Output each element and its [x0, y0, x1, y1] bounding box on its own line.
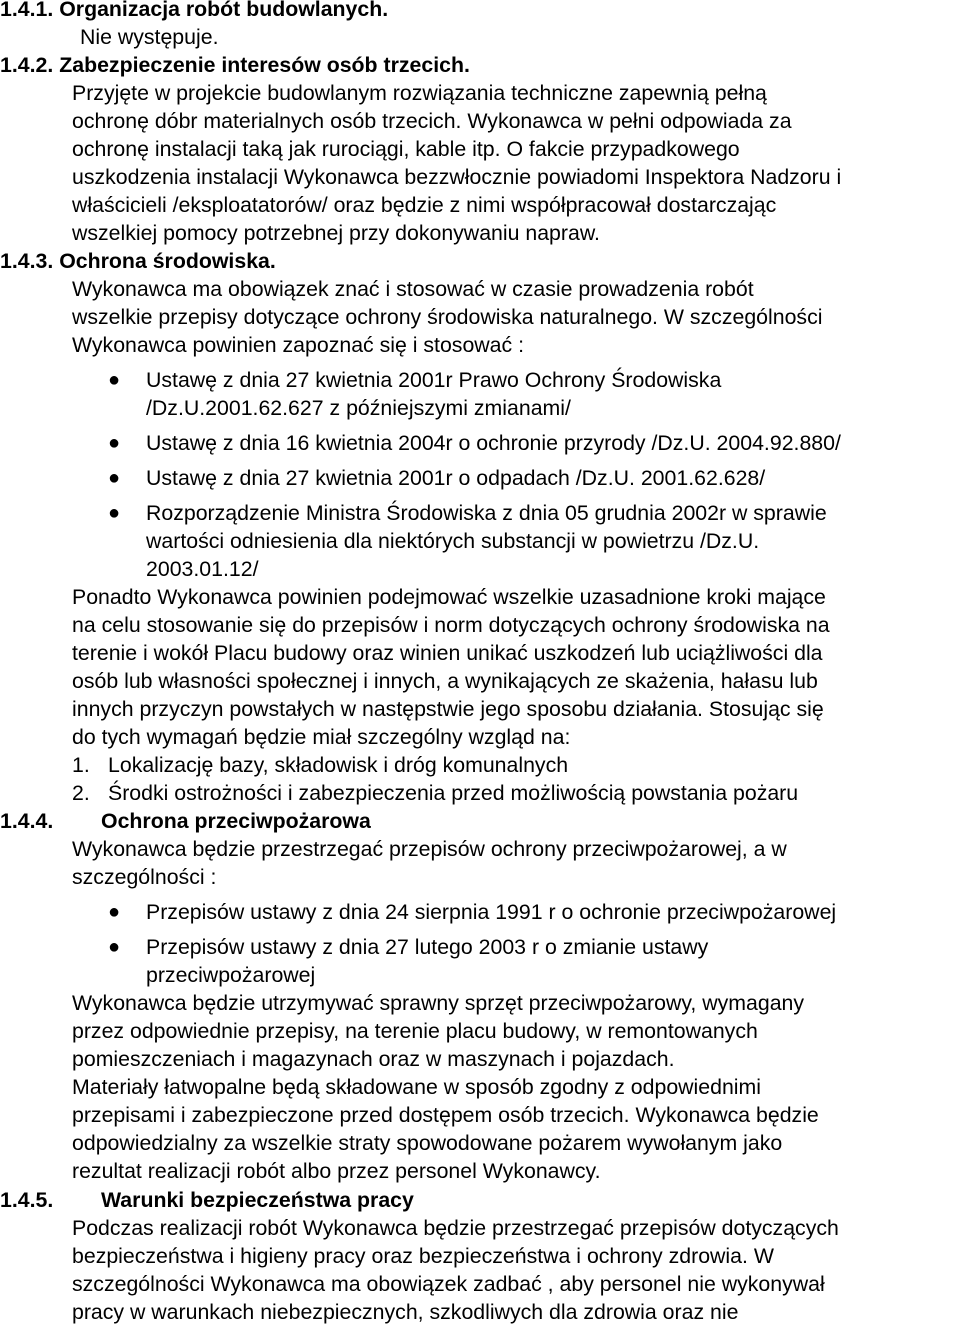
text-line: Przyjęte w projekcie budowlanym rozwiązania techniczne zapewnią pełną	[72, 81, 767, 105]
text-line: ochronę dóbr materialnych osób trzecich. Wykonawca w pełni odpowiada za	[72, 109, 792, 133]
bullet-icon: ●	[108, 467, 121, 489]
list-item	[0, 779, 948, 807]
list-text: Lokalizację bazy, składowisk i dróg komunalnych	[108, 753, 569, 777]
list-item	[0, 429, 946, 457]
section-title: Organizacja robót budowlanych.	[59, 0, 389, 21]
list-item	[0, 933, 946, 989]
paragraph-environment-measures	[72, 583, 952, 751]
bullet-list-fire-laws	[0, 898, 960, 989]
text-line: innych przyczyn powstałych w następstwie jego sposobu działania. Stosując się	[72, 697, 824, 721]
list-item	[0, 464, 946, 492]
text-line: wartości odniesienia dla niektórych substancji w powietrzu /Dz.U.	[146, 529, 760, 553]
bullet-icon: ●	[108, 936, 121, 958]
text-line: Wykonawca ma obowiązek znać i stosować w czasie prowadzenia robót	[72, 277, 754, 301]
text-line: Przepisów ustawy z dnia 27 lutego 2003 r o zmianie ustawy	[146, 935, 709, 959]
text-line: terenie i wokół Placu budowy oraz winien unikać uszkodzeń lub uciążliwości dla	[72, 641, 823, 665]
paragraph-work-safety	[72, 1214, 952, 1326]
section-number: 1.4.2.	[0, 53, 54, 77]
list-item	[0, 751, 948, 779]
section-title: Zabezpieczenie interesów osób trzecich.	[59, 53, 470, 77]
section-heading-1-4-1	[0, 0, 960, 23]
section-title: Warunki bezpieczeństwa pracy	[101, 1188, 414, 1212]
text-line: Rozporządzenie Ministra Środowiska z dnia 05 grudnia 2002r w sprawie	[146, 501, 827, 525]
text-line: uszkodzenia instalacji Wykonawca bezzwłocznie powiadomi Inspektora Nadzoru i	[72, 165, 842, 189]
section-body: Nie występuje.	[80, 25, 219, 49]
section-heading-1-4-5	[0, 1186, 960, 1214]
list-item	[0, 366, 946, 422]
section-title: Ochrona przeciwpożarowa	[101, 809, 371, 833]
bullet-icon: ●	[108, 369, 121, 391]
section-heading-1-4-3	[0, 247, 960, 275]
text-line: Ustawę z dnia 27 kwietnia 2001r o odpadach /Dz.U. 2001.62.628/	[146, 466, 766, 490]
text-line: /Dz.U.2001.62.627 z późniejszymi zmianami/	[146, 396, 571, 420]
paragraph-fire-equipment	[72, 989, 952, 1185]
text-line: Podczas realizacji robót Wykonawca będzie przestrzegać przepisów dotyczących	[72, 1216, 839, 1240]
text-line: Ustawę z dnia 27 kwietnia 2001r Prawo Ochrony Środowiska	[146, 368, 722, 392]
list-text: Środki ostrożności i zabezpieczenia przed możliwością powstania pożaru	[108, 781, 799, 805]
section-heading-1-4-4	[0, 807, 960, 835]
numbered-list-requirements	[0, 751, 960, 807]
text-line: na celu stosowanie się do przepisów i norm dotyczących ochrony środowiska na	[72, 613, 830, 637]
text-line: Wykonawca będzie utrzymywać sprawny sprzęt przeciwpożarowy, wymagany	[72, 991, 805, 1015]
list-item	[0, 499, 946, 583]
text-line: wszelkiej pomocy potrzebnej przy dokonywaniu napraw.	[72, 221, 600, 245]
list-item	[0, 898, 946, 926]
list-number: 1.	[72, 753, 90, 777]
text-line: bezpieczeństwa i higieny pracy oraz bezpieczeństwa i ochrony zdrowia. W	[72, 1244, 774, 1268]
section-title: Ochrona środowiska.	[59, 249, 276, 273]
text-line: szczególności Wykonawca ma obowiązek zadbać , aby personel nie wykonywał	[72, 1272, 825, 1296]
section-number: 1.4.5.	[0, 1188, 54, 1212]
text-line: Wykonawca będzie przestrzegać przepisów ochrony przeciwpożarowej, a w	[72, 837, 787, 861]
text-line: przez odpowiednie przepisy, na terenie placu budowy, w remontowanych	[72, 1019, 758, 1043]
text-line: ochronę instalacji taką jak rurociągi, kable itp. O fakcie przypadkowego	[72, 137, 740, 161]
text-line: przeciwpożarowej	[146, 963, 316, 987]
text-line: Przepisów ustawy z dnia 24 sierpnia 1991 r o ochronie przeciwpożarowej	[146, 900, 837, 924]
text-line: wszelkie przepisy dotyczące ochrony środowiska naturalnego. W szczególności	[72, 305, 823, 329]
section-number: 1.4.4.	[0, 809, 54, 833]
text-line: 2003.01.12/	[146, 557, 259, 581]
text-line: przepisami i zabezpieczone przed dostępem osób trzecich. Wykonawca będzie	[72, 1103, 819, 1127]
paragraph-third-parties	[72, 79, 952, 247]
text-line: rezultat realizacji robót albo przez personel Wykonawcy.	[72, 1159, 601, 1183]
text-line: odpowiedzialny za wszelkie straty spowodowane pożarem wywołanym jako	[72, 1131, 783, 1155]
section-number: 1.4.1.	[0, 0, 54, 21]
text-line: pracy w warunkach niebezpiecznych, szkodliwych dla zdrowia oraz nie	[72, 1300, 739, 1324]
text-line: właścicieli /eksploatatorów/ oraz będzie z nimi współpracował dostarczając	[72, 193, 777, 217]
bullet-icon: ●	[108, 432, 121, 454]
paragraph-fire-intro	[72, 835, 952, 891]
text-line: osób lub własności społecznej i innych, a wynikających ze skażenia, hałasu lub	[72, 669, 818, 693]
list-number: 2.	[72, 781, 90, 805]
text-line: Wykonawca powinien zapoznać się i stosować :	[72, 333, 524, 357]
text-line: Ponadto Wykonawca powinien podejmować wszelkie uzasadnione kroki mające	[72, 585, 826, 609]
bullet-list-environment-laws	[0, 366, 960, 583]
section-heading-1-4-2	[0, 51, 960, 79]
bullet-icon: ●	[108, 502, 121, 524]
text-line: Ustawę z dnia 16 kwietnia 2004r o ochronie przyrody /Dz.U. 2004.92.880/	[146, 431, 841, 455]
paragraph-environment-intro	[72, 275, 952, 359]
text-line: pomieszczeniach i magazynach oraz w maszynach i pojazdach.	[72, 1047, 675, 1071]
section-number: 1.4.3.	[0, 249, 54, 273]
text-line: Materiały łatwopalne będą składowane w sposób zgodny z odpowiednimi	[72, 1075, 762, 1099]
bullet-icon: ●	[108, 901, 121, 923]
text-line: szczególności :	[72, 865, 217, 889]
text-line: do tych wymagań będzie miał szczególny wzgląd na:	[72, 725, 571, 749]
